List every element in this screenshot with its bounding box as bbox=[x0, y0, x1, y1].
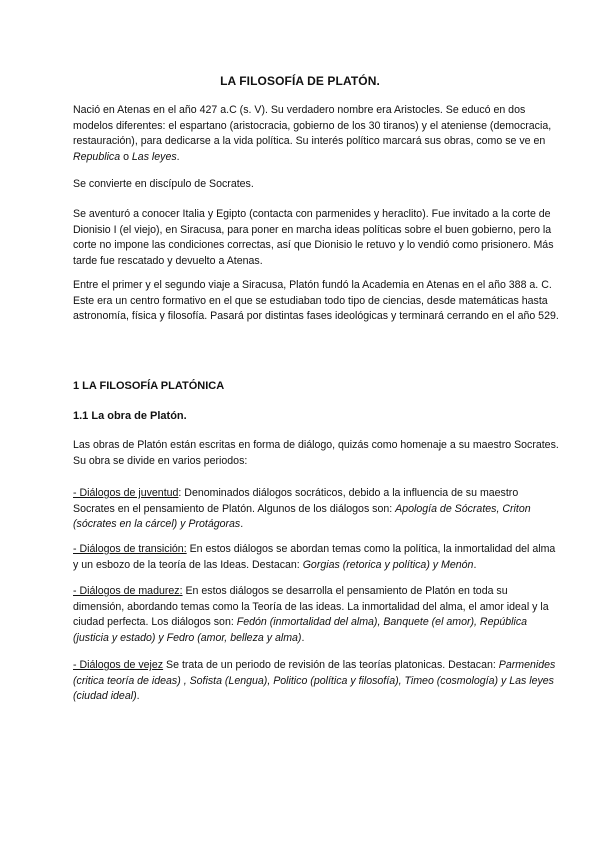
end-punctuation: . bbox=[301, 631, 305, 644]
period-works: Gorgias (retorica y política) y Menón bbox=[302, 558, 474, 571]
end-punctuation: . bbox=[136, 690, 140, 703]
intro-paragraph-birth bbox=[73, 103, 561, 165]
period-label: - Diálogos de madurez: bbox=[73, 585, 183, 597]
work-title: Republica bbox=[73, 150, 121, 163]
conjunction-text: o bbox=[120, 150, 132, 163]
intro-paragraph-disciple: Se convierte en discípulo de Socrates. bbox=[73, 178, 254, 190]
period-youth bbox=[73, 486, 561, 533]
period-old-age bbox=[73, 658, 561, 705]
intro-paragraph-academy: Entre el primer y el segundo viaje a Siracusa, Platón fundó la Academia en Atenas en el año 388 a. C. Este era un centro formativo en el que se estudiaban todo tipo de ciencias, desde matemáticas hasta astronomía, física y filosofía. Pasará por distintas fases ideológicas y terminará cerrando en el año 529. bbox=[73, 279, 559, 323]
period-label: - Diálogos de transición: bbox=[73, 543, 187, 555]
period-description: Se trata de un periodo de revisión de las teorías platonicas. Destacan: bbox=[163, 659, 499, 671]
period-maturity bbox=[73, 584, 561, 646]
document-title: LA FILOSOFÍA DE PLATÓN. bbox=[220, 74, 380, 88]
period-label: - Diálogos de vejez bbox=[73, 659, 164, 671]
end-punctuation: . bbox=[240, 518, 244, 531]
section-intro-paragraph: Las obras de Platón están escritas en forma de diálogo, quizás como homenaje a su maestro Socrates. Su obra se divide en varios periodos: bbox=[73, 439, 559, 467]
period-description: En estos diálogos se desarrolla el pensamiento de Platón en toda su dimensión, abordando temas como la Teoría de las ideas. La inmortalidad del alma, el amor ideal y la ciudad perfecta. Los diálogos son: bbox=[73, 585, 549, 629]
end-punctuation: . bbox=[473, 558, 477, 571]
period-label: - Diálogos de juventud bbox=[73, 487, 179, 499]
intro-text: Nació en Atenas en el año 427 a.C (s. V). Su verdadero nombre era Aristocles. Se educó en dos modelos diferentes: el espartano (aristocracia, gobierno de los 30 tiranos) y el ateniense (democracia, restauración), para dedicarse a la vida política. Su interés político marcará sus obras, como se ve en bbox=[73, 104, 552, 148]
intro-paragraph-travels: Se aventuró a conocer Italia y Egipto (contacta con parmenides y heraclito). Fue invitado a la corte de Dionisio I (el viejo), en Siracusa, para poner en marcha ideas políticas sobre el buen gobierno, pero la corte no impone las condiciones correctas, así que Dionisio le retuvo y lo vendió como prisionero. Más tarde fue rescatado y devuelto a Atenas. bbox=[73, 208, 554, 267]
period-works: Fedón (inmortalidad del alma), Banquete (el amor), República (justicia y estado) y Fedro (amor, belleza y alma) bbox=[73, 616, 528, 644]
period-transition bbox=[73, 542, 561, 573]
subsection-heading: 1.1 La obra de Platón. bbox=[73, 410, 187, 422]
work-title: Las leyes bbox=[131, 150, 177, 163]
section-heading: 1 LA FILOSOFÍA PLATÓNICA bbox=[73, 380, 225, 392]
period-description: En estos diálogos se abordan temas como la política, la inmortalidad del alma y un esbozo de la teoría de las Ideas. Destacan: bbox=[73, 543, 556, 571]
end-punctuation: . bbox=[176, 150, 180, 163]
period-description: : Denominados diálogos socráticos, debido a la influencia de su maestro Socrates en el pensamiento de Platón. Algunos de los diálogos son: bbox=[73, 487, 519, 515]
period-works: Apología de Sócrates, Criton (sócrates en la cárcel) y Protágoras bbox=[73, 502, 531, 531]
period-works: Parmenides (critica teoría de ideas) , Sofista (Lengua), Politico (política y filosofía), Timeo (cosmología) y Las leyes (ciudad ideal) bbox=[73, 659, 556, 703]
